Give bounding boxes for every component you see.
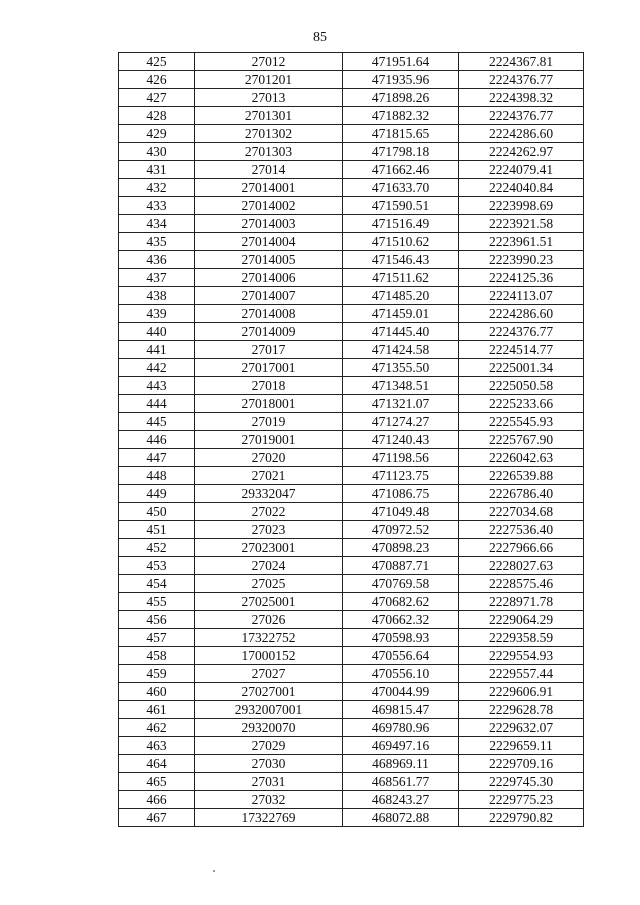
cell-row-number: 449	[119, 485, 195, 503]
cell-point-id: 27014004	[195, 233, 343, 251]
table-row	[119, 323, 584, 341]
cell-row-number: 455	[119, 593, 195, 611]
table-row	[119, 179, 584, 197]
cell-y-coordinate: 2229358.59	[459, 629, 584, 647]
cell-x-coordinate: 470972.52	[343, 521, 459, 539]
table-row	[119, 71, 584, 89]
cell-point-id: 27030	[195, 755, 343, 773]
cell-point-id: 27014008	[195, 305, 343, 323]
cell-row-number: 429	[119, 125, 195, 143]
cell-point-id: 27031	[195, 773, 343, 791]
table-row	[119, 143, 584, 161]
table-row	[119, 557, 584, 575]
cell-point-id: 27023	[195, 521, 343, 539]
cell-point-id: 27029	[195, 737, 343, 755]
table-row	[119, 611, 584, 629]
cell-row-number: 432	[119, 179, 195, 197]
cell-x-coordinate: 469497.16	[343, 737, 459, 755]
cell-x-coordinate: 469815.47	[343, 701, 459, 719]
cell-x-coordinate: 470887.71	[343, 557, 459, 575]
cell-x-coordinate: 471355.50	[343, 359, 459, 377]
table-row	[119, 773, 584, 791]
cell-point-id: 27014006	[195, 269, 343, 287]
cell-row-number: 447	[119, 449, 195, 467]
table-row	[119, 701, 584, 719]
table-row	[119, 377, 584, 395]
cell-y-coordinate: 2225050.58	[459, 377, 584, 395]
cell-row-number: 437	[119, 269, 195, 287]
cell-point-id: 27018	[195, 377, 343, 395]
cell-row-number: 430	[119, 143, 195, 161]
cell-y-coordinate: 2229554.93	[459, 647, 584, 665]
cell-x-coordinate: 471459.01	[343, 305, 459, 323]
table-row	[119, 629, 584, 647]
cell-x-coordinate: 471898.26	[343, 89, 459, 107]
cell-x-coordinate: 471485.20	[343, 287, 459, 305]
cell-row-number: 436	[119, 251, 195, 269]
cell-point-id: 17322752	[195, 629, 343, 647]
cell-row-number: 428	[119, 107, 195, 125]
cell-y-coordinate: 2223961.51	[459, 233, 584, 251]
cell-point-id: 29332047	[195, 485, 343, 503]
table-row	[119, 593, 584, 611]
cell-x-coordinate: 471882.32	[343, 107, 459, 125]
cell-point-id: 27023001	[195, 539, 343, 557]
cell-point-id: 27026	[195, 611, 343, 629]
cell-row-number: 425	[119, 53, 195, 71]
cell-y-coordinate: 2224376.77	[459, 71, 584, 89]
cell-x-coordinate: 471348.51	[343, 377, 459, 395]
cell-x-coordinate: 471049.48	[343, 503, 459, 521]
cell-y-coordinate: 2226786.40	[459, 485, 584, 503]
cell-y-coordinate: 2227034.68	[459, 503, 584, 521]
cell-x-coordinate: 470556.64	[343, 647, 459, 665]
cell-y-coordinate: 2226539.88	[459, 467, 584, 485]
cell-y-coordinate: 2229064.29	[459, 611, 584, 629]
cell-row-number: 467	[119, 809, 195, 827]
cell-y-coordinate: 2224125.36	[459, 269, 584, 287]
cell-point-id: 27025001	[195, 593, 343, 611]
table-row	[119, 251, 584, 269]
cell-point-id: 27014	[195, 161, 343, 179]
cell-point-id: 27024	[195, 557, 343, 575]
cell-row-number: 438	[119, 287, 195, 305]
cell-row-number: 439	[119, 305, 195, 323]
cell-y-coordinate: 2224367.81	[459, 53, 584, 71]
cell-x-coordinate: 470769.58	[343, 575, 459, 593]
cell-point-id: 27014002	[195, 197, 343, 215]
cell-x-coordinate: 471198.56	[343, 449, 459, 467]
table-row	[119, 539, 584, 557]
table-row	[119, 125, 584, 143]
cell-row-number: 446	[119, 431, 195, 449]
cell-y-coordinate: 2227536.40	[459, 521, 584, 539]
table-row	[119, 647, 584, 665]
cell-x-coordinate: 471274.27	[343, 413, 459, 431]
cell-y-coordinate: 2225001.34	[459, 359, 584, 377]
table-row	[119, 521, 584, 539]
cell-x-coordinate: 468072.88	[343, 809, 459, 827]
table-row	[119, 737, 584, 755]
table-row	[119, 287, 584, 305]
cell-x-coordinate: 471445.40	[343, 323, 459, 341]
cell-point-id: 27018001	[195, 395, 343, 413]
scan-speck	[213, 870, 215, 872]
cell-x-coordinate: 471546.43	[343, 251, 459, 269]
cell-row-number: 462	[119, 719, 195, 737]
cell-point-id: 2932007001	[195, 701, 343, 719]
cell-point-id: 2701303	[195, 143, 343, 161]
cell-y-coordinate: 2224262.97	[459, 143, 584, 161]
cell-point-id: 27021	[195, 467, 343, 485]
table-row	[119, 269, 584, 287]
cell-row-number: 460	[119, 683, 195, 701]
table-row	[119, 107, 584, 125]
cell-row-number: 440	[119, 323, 195, 341]
cell-point-id: 27019	[195, 413, 343, 431]
cell-x-coordinate: 468969.11	[343, 755, 459, 773]
cell-y-coordinate: 2229790.82	[459, 809, 584, 827]
cell-point-id: 27014001	[195, 179, 343, 197]
table-row	[119, 431, 584, 449]
table-body	[119, 53, 584, 827]
table-row	[119, 791, 584, 809]
coordinates-table	[118, 52, 584, 827]
cell-row-number: 453	[119, 557, 195, 575]
table-row	[119, 467, 584, 485]
cell-x-coordinate: 470598.93	[343, 629, 459, 647]
cell-x-coordinate: 471424.58	[343, 341, 459, 359]
cell-row-number: 452	[119, 539, 195, 557]
cell-y-coordinate: 2229745.30	[459, 773, 584, 791]
cell-point-id: 27022	[195, 503, 343, 521]
cell-row-number: 463	[119, 737, 195, 755]
cell-y-coordinate: 2228575.46	[459, 575, 584, 593]
cell-x-coordinate: 470556.10	[343, 665, 459, 683]
cell-x-coordinate: 471798.18	[343, 143, 459, 161]
cell-row-number: 433	[119, 197, 195, 215]
cell-x-coordinate: 471240.43	[343, 431, 459, 449]
table-row	[119, 485, 584, 503]
cell-point-id: 17322769	[195, 809, 343, 827]
cell-point-id: 27019001	[195, 431, 343, 449]
table-row	[119, 665, 584, 683]
cell-x-coordinate: 471321.07	[343, 395, 459, 413]
cell-row-number: 454	[119, 575, 195, 593]
cell-row-number: 442	[119, 359, 195, 377]
cell-y-coordinate: 2224079.41	[459, 161, 584, 179]
cell-row-number: 465	[119, 773, 195, 791]
cell-point-id: 27014009	[195, 323, 343, 341]
cell-y-coordinate: 2229632.07	[459, 719, 584, 737]
cell-x-coordinate: 468243.27	[343, 791, 459, 809]
cell-x-coordinate: 471951.64	[343, 53, 459, 71]
table-row	[119, 359, 584, 377]
cell-x-coordinate: 471815.65	[343, 125, 459, 143]
cell-row-number: 444	[119, 395, 195, 413]
cell-y-coordinate: 2223998.69	[459, 197, 584, 215]
cell-x-coordinate: 468561.77	[343, 773, 459, 791]
cell-y-coordinate: 2225545.93	[459, 413, 584, 431]
table-row	[119, 503, 584, 521]
table-row	[119, 719, 584, 737]
cell-row-number: 434	[119, 215, 195, 233]
table-row	[119, 197, 584, 215]
cell-x-coordinate: 471511.62	[343, 269, 459, 287]
cell-row-number: 443	[119, 377, 195, 395]
cell-point-id: 17000152	[195, 647, 343, 665]
cell-y-coordinate: 2224514.77	[459, 341, 584, 359]
cell-point-id: 27012	[195, 53, 343, 71]
cell-row-number: 445	[119, 413, 195, 431]
cell-x-coordinate: 469780.96	[343, 719, 459, 737]
cell-x-coordinate: 470662.32	[343, 611, 459, 629]
cell-point-id: 27014005	[195, 251, 343, 269]
cell-point-id: 27027	[195, 665, 343, 683]
cell-y-coordinate: 2229606.91	[459, 683, 584, 701]
cell-row-number: 427	[119, 89, 195, 107]
cell-y-coordinate: 2223990.23	[459, 251, 584, 269]
cell-row-number: 458	[119, 647, 195, 665]
cell-x-coordinate: 471662.46	[343, 161, 459, 179]
cell-row-number: 431	[119, 161, 195, 179]
table-row	[119, 161, 584, 179]
page-number: 85	[313, 30, 327, 45]
table-row	[119, 341, 584, 359]
cell-y-coordinate: 2225233.66	[459, 395, 584, 413]
table-row	[119, 449, 584, 467]
cell-row-number: 464	[119, 755, 195, 773]
table-row	[119, 413, 584, 431]
cell-y-coordinate: 2225767.90	[459, 431, 584, 449]
cell-y-coordinate: 2229557.44	[459, 665, 584, 683]
cell-x-coordinate: 471516.49	[343, 215, 459, 233]
cell-point-id: 27032	[195, 791, 343, 809]
table-row	[119, 89, 584, 107]
table-row	[119, 233, 584, 251]
cell-point-id: 27017001	[195, 359, 343, 377]
cell-y-coordinate: 2229659.11	[459, 737, 584, 755]
cell-point-id: 2701201	[195, 71, 343, 89]
cell-point-id: 2701302	[195, 125, 343, 143]
cell-row-number: 451	[119, 521, 195, 539]
cell-x-coordinate: 470682.62	[343, 593, 459, 611]
table-row	[119, 305, 584, 323]
cell-point-id: 27014003	[195, 215, 343, 233]
table-row	[119, 683, 584, 701]
cell-x-coordinate: 471633.70	[343, 179, 459, 197]
cell-point-id: 27027001	[195, 683, 343, 701]
cell-row-number: 441	[119, 341, 195, 359]
cell-x-coordinate: 470044.99	[343, 683, 459, 701]
cell-point-id: 29320070	[195, 719, 343, 737]
cell-x-coordinate: 471123.75	[343, 467, 459, 485]
cell-row-number: 450	[119, 503, 195, 521]
cell-row-number: 466	[119, 791, 195, 809]
table-row	[119, 575, 584, 593]
cell-point-id: 27020	[195, 449, 343, 467]
cell-x-coordinate: 471935.96	[343, 71, 459, 89]
cell-row-number: 448	[119, 467, 195, 485]
cell-y-coordinate: 2229628.78	[459, 701, 584, 719]
cell-y-coordinate: 2224398.32	[459, 89, 584, 107]
cell-y-coordinate: 2227966.66	[459, 539, 584, 557]
cell-y-coordinate: 2229709.16	[459, 755, 584, 773]
cell-y-coordinate: 2228971.78	[459, 593, 584, 611]
cell-y-coordinate: 2224113.07	[459, 287, 584, 305]
cell-y-coordinate: 2224376.77	[459, 107, 584, 125]
cell-row-number: 461	[119, 701, 195, 719]
cell-y-coordinate: 2224286.60	[459, 305, 584, 323]
cell-row-number: 459	[119, 665, 195, 683]
table-row	[119, 755, 584, 773]
table-row	[119, 395, 584, 413]
cell-x-coordinate: 471086.75	[343, 485, 459, 503]
cell-point-id: 2701301	[195, 107, 343, 125]
cell-x-coordinate: 471590.51	[343, 197, 459, 215]
cell-point-id: 27013	[195, 89, 343, 107]
cell-row-number: 456	[119, 611, 195, 629]
cell-y-coordinate: 2224286.60	[459, 125, 584, 143]
cell-x-coordinate: 470898.23	[343, 539, 459, 557]
cell-point-id: 27017	[195, 341, 343, 359]
cell-row-number: 435	[119, 233, 195, 251]
table-row	[119, 215, 584, 233]
cell-y-coordinate: 2226042.63	[459, 449, 584, 467]
cell-row-number: 426	[119, 71, 195, 89]
cell-y-coordinate: 2224040.84	[459, 179, 584, 197]
cell-x-coordinate: 471510.62	[343, 233, 459, 251]
table-row	[119, 809, 584, 827]
cell-row-number: 457	[119, 629, 195, 647]
cell-y-coordinate: 2229775.23	[459, 791, 584, 809]
cell-y-coordinate: 2223921.58	[459, 215, 584, 233]
cell-point-id: 27025	[195, 575, 343, 593]
cell-y-coordinate: 2228027.63	[459, 557, 584, 575]
cell-y-coordinate: 2224376.77	[459, 323, 584, 341]
cell-point-id: 27014007	[195, 287, 343, 305]
table-row	[119, 53, 584, 71]
